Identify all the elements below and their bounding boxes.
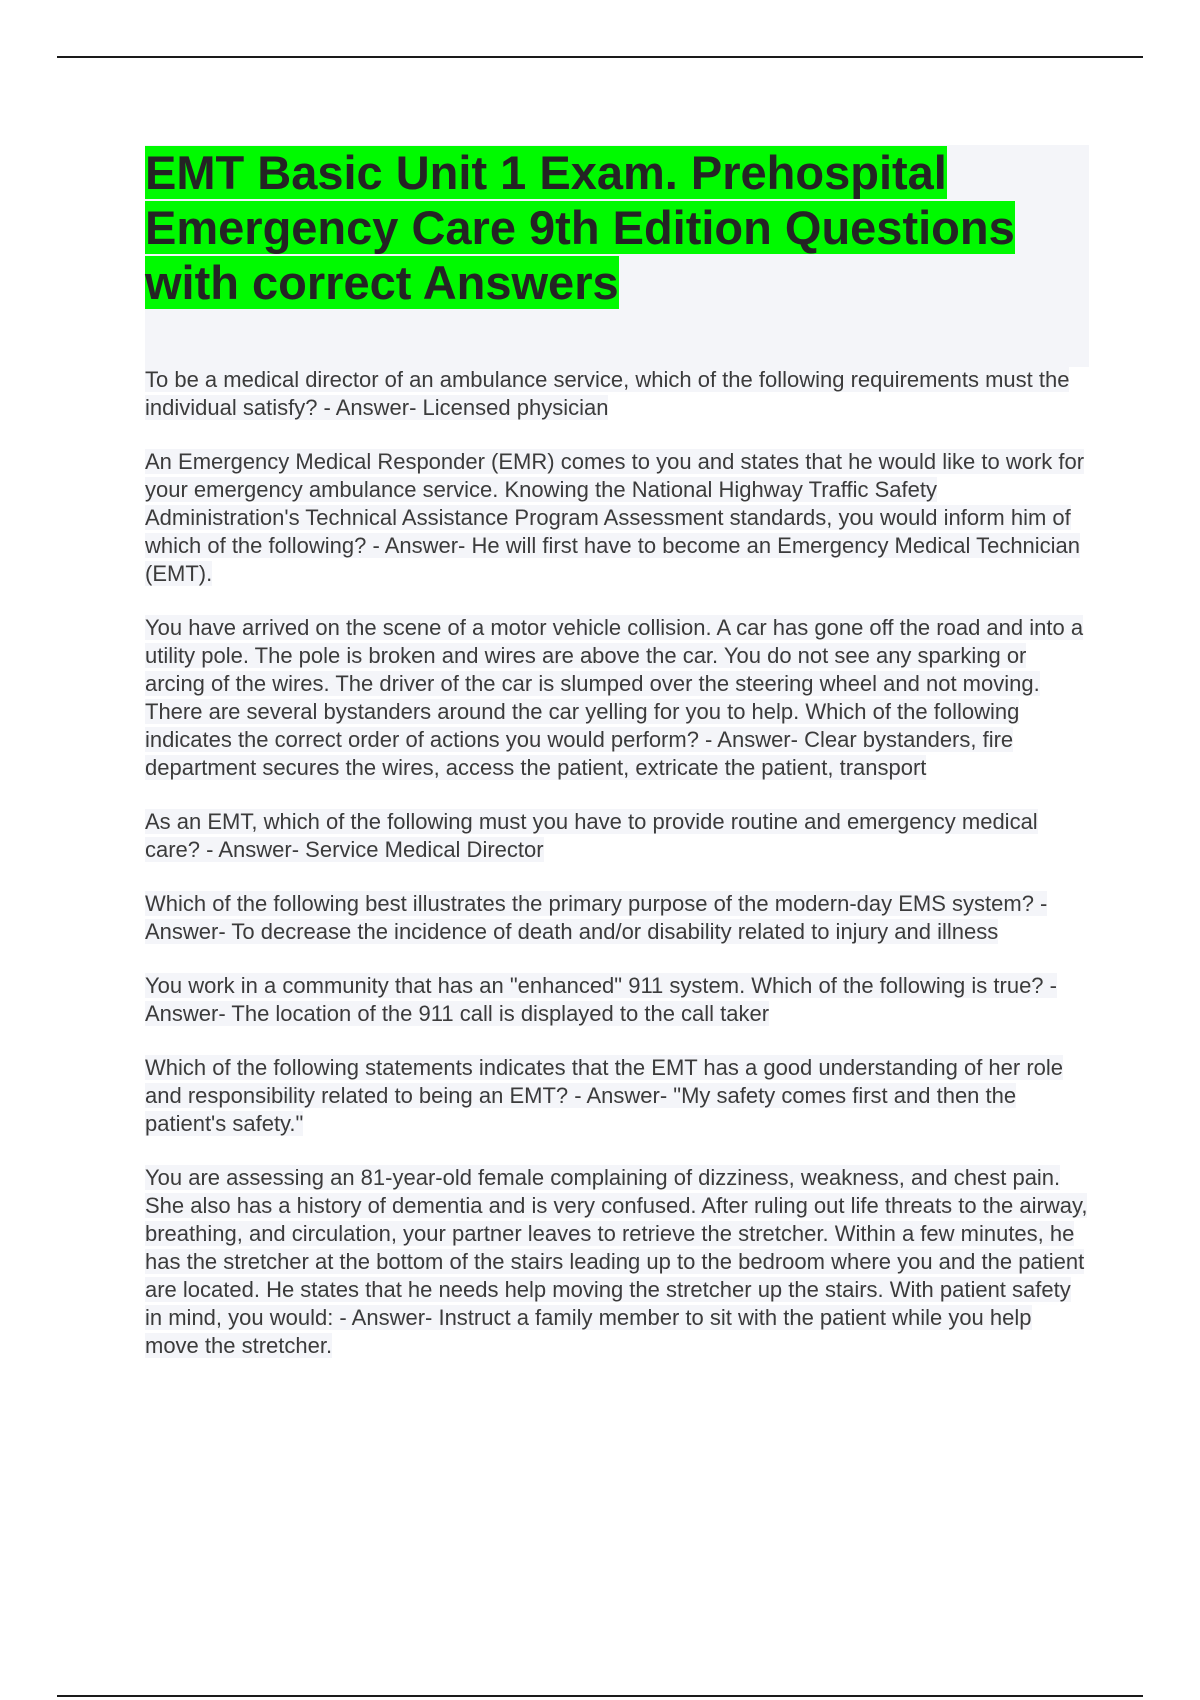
qa-item: An Emergency Medical Responder (EMR) comes to you and states that he would like to work for your emergency ambulance service. Knowing the National Highway Traffic Safety Administration's Technical Assistance Program Assessment standards, you would inform him of which of the following? - Answer- He will first have to become an Emergency Medical Technician (EMT). [145, 449, 1085, 586]
qa-item: You have arrived on the scene of a motor vehicle collision. A car has gone off the road and into a utility pole. The pole is broken and wires are above the car. You do not see any sparking or arcing of the wires. The driver of the car is slumped over the steering wheel and not moving. There are several bystanders around the car yelling for you to help. Which of the following indicates the correct order of actions you would perform? - Answer- Clear bystanders, fire department secures the wires, access the patient, extricate the patient, transport [145, 615, 1084, 780]
qa-item: As an EMT, which of the following must you have to provide routine and emergency medical care? - Answer- Service Medical Director [145, 809, 1038, 862]
qa-item: Which of the following best illustrates the primary purpose of the modern-day EMS system? - Answer- To decrease the incidence of death and/or disability related to injury and illness [145, 891, 1048, 944]
qa-item: You are assessing an 81-year-old female complaining of dizziness, weakness, and chest pain. She also has a history of dementia and is very confused. After ruling out life threats to the airway, breathing, and circulation, your partner leaves to retrieve the stretcher. Within a few minutes, he has the stretcher at the bottom of the stairs leading up to the bedroom where you and the patient are located. He states that he needs help moving the stretcher up the stairs. With patient safety in mind, you would: - Answer- Instruct a family member to sit with the patient while you help move the stretcher. [145, 1165, 1088, 1358]
qa-list [145, 366, 1089, 1386]
bottom-divider [57, 1695, 1143, 1697]
top-divider [57, 56, 1143, 58]
document-title-text: EMT Basic Unit 1 Exam. Prehospital Emergency Care 9th Edition Questions with correct Answers [145, 146, 1015, 309]
qa-item: To be a medical director of an ambulance service, which of the following requirements must the individual satisfy? - Answer- Licensed physician [145, 367, 1070, 420]
qa-item: Which of the following statements indicates that the EMT has a good understanding of her role and responsibility related to being an EMT? - Answer- "My safety comes first and then the patient's safety." [145, 1055, 1064, 1136]
title-block [145, 145, 1089, 367]
document-title [145, 145, 1089, 310]
qa-item: You work in a community that has an "enhanced" 911 system. Which of the following is true? - Answer- The location of the 911 call is displayed to the call taker [145, 973, 1057, 1026]
